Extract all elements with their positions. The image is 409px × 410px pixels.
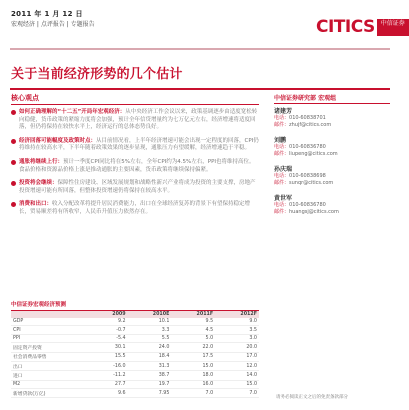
- table-cell: 7.0: [215, 389, 259, 398]
- column-header: 2010E: [128, 311, 172, 319]
- paragraph-lead: 消费和出口：: [19, 201, 53, 208]
- analyst-email[interactable]: 邮件：sunqr@citics.com: [274, 180, 334, 186]
- paragraph-body: 从目前情况看，上半年经济增速可能会出现一定程度的回落，CPI仍将维持在较高水平，下半年随着政策效果的逐步显现，通胀压力有望缓解，经济增速趋于平稳。: [19, 137, 259, 152]
- forecast-table: [11, 310, 259, 398]
- table-cell: 3.0: [215, 334, 259, 342]
- table-cell: 4.5: [171, 326, 215, 334]
- paragraph-body: 从中央经济工作会议以来，政策基调逐步由适度宽松转向稳健，货币政策的紧缩力度将会加强，预计全年信贷增量约为七万亿元左右，经济增速将适度回落，但仍将保持在较快水平上，经济运行的总体态势良好。: [19, 109, 258, 131]
- row-label: 社会消费品零售: [11, 352, 91, 361]
- table-title: 中信证券宏观经济预测: [11, 302, 67, 308]
- table-cell: 5.0: [171, 334, 215, 342]
- table-row: [11, 343, 259, 352]
- analyst-name: 孙庆瑞: [274, 166, 293, 173]
- table-cell: 18.4: [128, 352, 172, 361]
- analyst-phone: 电话：010-60838701: [274, 115, 326, 121]
- table-cell: 16.0: [171, 380, 215, 388]
- paragraph-lead: 如何正确理解的“十二五”开局年宏观经济：: [19, 109, 126, 115]
- disclaimer-note: 请务必阅读正文之后的免责条款部分: [276, 395, 348, 400]
- bullet-icon: [11, 202, 16, 207]
- analyst-email[interactable]: 邮件：zhujf@citics.com: [274, 122, 332, 128]
- bullet-icon: [11, 139, 16, 144]
- table-cell: 15.5: [91, 352, 128, 361]
- table-row: [11, 326, 259, 334]
- citics-logo: [316, 17, 409, 37]
- bullet-icon: [11, 181, 16, 186]
- table-cell: 19.7: [128, 380, 172, 388]
- analyst-entry: [274, 137, 390, 158]
- table-row: [11, 371, 259, 380]
- summary-paragraph: [11, 138, 259, 153]
- table-cell: 15.0: [215, 380, 259, 388]
- logo-text: CITICS: [316, 17, 375, 37]
- table-row: [11, 318, 259, 326]
- table-cell: -16.0: [91, 361, 128, 370]
- table-cell: 24.0: [128, 343, 172, 352]
- table-cell: 3.3: [128, 326, 172, 334]
- summary-paragraph: [11, 180, 259, 195]
- table-cell: -0.7: [91, 326, 128, 334]
- row-label: 进口: [11, 371, 91, 380]
- row-label: 新增贷款(万亿): [11, 389, 91, 398]
- column-header: 2012F: [215, 311, 259, 319]
- table-cell: 9.0: [215, 318, 259, 326]
- table-body: [11, 318, 259, 398]
- table-cell: 9.6: [91, 389, 128, 398]
- report-category: 宏观经济 | 点评报告 | 专题报告: [11, 21, 95, 28]
- analyst-email[interactable]: 邮件：liupeng@citics.com: [274, 151, 338, 157]
- paragraph-lead: 投资将会继续：: [19, 180, 58, 187]
- table-cell: 15.0: [171, 361, 215, 370]
- summary-heading: 核心观点: [11, 93, 259, 105]
- table-cell: 27.7: [91, 380, 128, 388]
- table-cell: -11.2: [91, 371, 128, 380]
- table-row: [11, 389, 259, 398]
- column-header: 2009: [91, 311, 128, 319]
- table-row: [11, 352, 259, 361]
- analyst-phone: 电话：010-60838698: [274, 173, 326, 179]
- table-row: [11, 334, 259, 342]
- analyst-entry: [274, 166, 390, 187]
- paragraph-body: 保障性住房建设、区域发展规划和战略性新兴产业将成为投资的主要支撑，房地产投资增速可能有所回落，但整体投资增速仍将保持在较高水平。: [19, 180, 256, 194]
- analyst-heading: 中信证券研究部 宏观组: [274, 93, 390, 104]
- table-cell: 14.0: [215, 371, 259, 380]
- table-row: [11, 380, 259, 388]
- column-header: 2011F: [171, 311, 215, 319]
- column-header: [11, 311, 91, 319]
- analyst-name: 黄世军: [274, 195, 293, 202]
- table-cell: 38.7: [128, 371, 172, 380]
- summary-column: [11, 93, 259, 223]
- analyst-list: [274, 108, 390, 216]
- analyst-entry: [274, 195, 390, 216]
- table-cell: 5.5: [128, 334, 172, 342]
- table-cell: -5.4: [91, 334, 128, 342]
- table-cell: 20.0: [215, 343, 259, 352]
- table-cell: 7.0: [171, 389, 215, 398]
- paragraph-lead: 通胀将继续上行：: [19, 158, 64, 165]
- summary-paragraph: [11, 159, 259, 174]
- table-cell: 3.5: [215, 326, 259, 334]
- table-row: [11, 361, 259, 370]
- table-cell: 17.0: [215, 352, 259, 361]
- table-cell: 7.95: [128, 389, 172, 398]
- analyst-email[interactable]: 邮件：huangsj@citics.com: [274, 209, 339, 215]
- row-label: PPI: [11, 334, 91, 342]
- analyst-name: 刘鹏: [274, 137, 287, 144]
- row-label: 固定资产投资: [11, 343, 91, 352]
- row-label: CPI: [11, 326, 91, 334]
- paragraph-body: 预计一季度CPI同比将在5%左右，全年CPI约为4.5%左右，PPI也将维持高位。食品价格和资源品价格上涨是推动通胀的主要因素，货币政策将继续保持偏紧。: [19, 158, 255, 173]
- table-cell: 10.1: [128, 318, 172, 326]
- table-cell: 9.2: [91, 318, 128, 326]
- row-label: 出口: [11, 361, 91, 370]
- summary-paragraph: [11, 201, 259, 216]
- table-cell: 18.0: [171, 371, 215, 380]
- forecast-table-section: [11, 300, 259, 398]
- summary-paragraph: [11, 109, 259, 132]
- page-title: 关于当前经济形势的几个估计: [11, 67, 183, 82]
- analyst-entry: [274, 108, 390, 129]
- report-date: 2011 年 1 月 12 日: [11, 10, 83, 18]
- paragraph-body: 收入分配改革将提升居民消费能力，出口在全球经济复苏的背景下有望保持稳定增长，贸易顺差将有所收窄，人民币升值压力依然存在。: [19, 201, 251, 215]
- table-cell: 17.5: [171, 352, 215, 361]
- table-header-row: [11, 311, 259, 319]
- bullet-icon: [11, 110, 16, 115]
- header-divider: [10, 48, 390, 50]
- table-cell: 31.3: [128, 361, 172, 370]
- table-cell: 9.5: [171, 318, 215, 326]
- analyst-phone: 电话：010-60836780: [274, 202, 326, 208]
- table-cell: 22.0: [171, 343, 215, 352]
- logo-badge: 中信证券: [377, 19, 409, 36]
- table-cell: 30.1: [91, 343, 128, 352]
- bullet-icon: [11, 160, 16, 165]
- row-label: M2: [11, 380, 91, 388]
- analyst-phone: 电话：010-60836780: [274, 144, 326, 150]
- title-divider: [10, 88, 390, 90]
- paragraph-lead: 经济回落可能幅度及政策时点：: [19, 137, 97, 144]
- analyst-name: 诸建芳: [274, 108, 293, 115]
- row-label: GDP: [11, 318, 91, 326]
- analyst-column: [274, 93, 390, 224]
- table-cell: 12.0: [215, 361, 259, 370]
